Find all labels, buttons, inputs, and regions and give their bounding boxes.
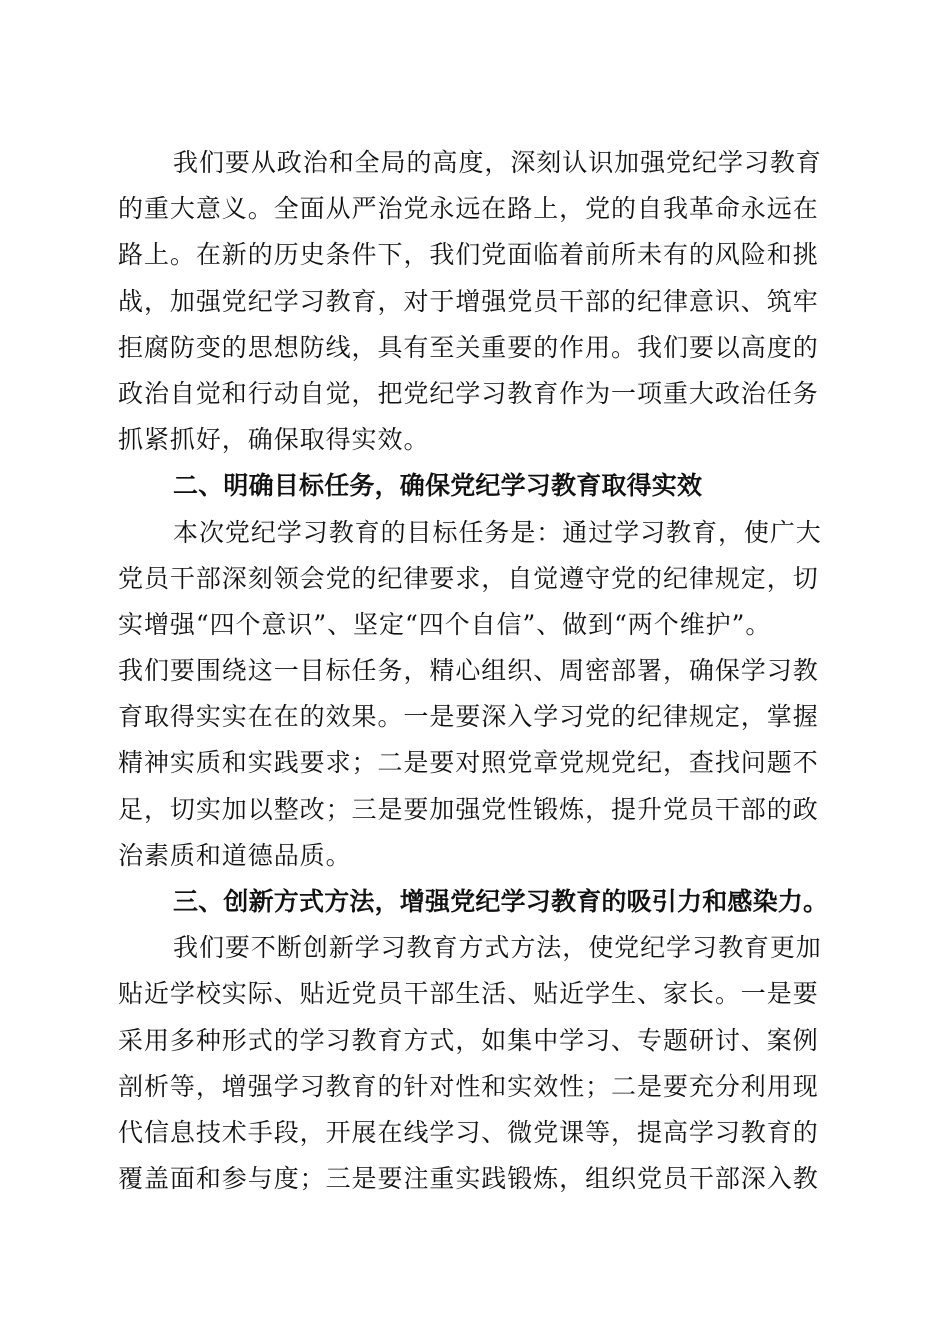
paragraph-1 [118, 140, 826, 463]
text-line: 拒腐防变的思想防线，具有至关重要的作用。我们要以高度的 [118, 332, 819, 362]
text-line: 路上。在新的历史条件下，我们党面临着前所未有的风险和挑 [118, 240, 819, 270]
text-line: 党员干部深刻领会党的纪律要求，自觉遵守党的纪律规定，切 [118, 563, 819, 593]
text-line: 精神实质和实践要求；二是要对照党章党规党纪，查找问题不 [118, 748, 819, 778]
paragraph-3 [118, 925, 826, 1202]
section-heading-2: 二、明确目标任务，确保党纪学习教育取得实效 [173, 471, 703, 501]
paragraph-2 [118, 510, 826, 880]
text-line: 抓紧抓好，确保取得实效。 [118, 425, 430, 455]
text-line: 本次党纪学习教育的目标任务是：通过学习教育，使广大 [173, 517, 822, 547]
document-page [118, 140, 829, 1202]
text-line: 实增强“四个意识”、坚定“四个自信”、做到“两个维护”。 [118, 609, 772, 639]
text-line: 剖析等，增强学习教育的针对性和实效性；二是要充分利用现 [118, 1071, 819, 1101]
text-line: 贴近学校实际、贴近党员干部生活、贴近学生、家长。一是要 [118, 979, 819, 1009]
text-line: 覆盖面和参与度；三是要注重实践锻炼，组织党员干部深入教 [118, 1164, 819, 1194]
section-heading-3: 三、创新方式方法，增强党纪学习教育的吸引力和感染力。 [173, 887, 829, 916]
text-line: 战，加强党纪学习教育，对于增强党员干部的纪律意识、筑牢 [118, 286, 819, 316]
text-line: 我们要从政治和全局的高度，深刻认识加强党纪学习教育 [173, 148, 822, 177]
text-line: 政治自觉和行动自觉，把党纪学习教育作为一项重大政治任务 [118, 378, 819, 408]
text-line: 我们要围绕这一目标任务，精心组织、周密部署，确保学习教 [118, 656, 819, 686]
text-line: 采用多种形式的学习教育方式，如集中学习、专题研讨、案例 [118, 1025, 819, 1055]
text-line: 育取得实实在在的效果。一是要深入学习党的纪律规定，掌握 [118, 702, 819, 732]
text-line: 治素质和道德品质。 [118, 840, 352, 870]
text-line: 的重大意义。全面从严治党永远在路上，党的自我革命永远在 [118, 194, 819, 224]
text-line: 代信息技术手段，开展在线学习、微党课等，提高学习教育的 [118, 1117, 819, 1147]
text-line: 足，切实加以整改；三是要加强党性锻炼，提升党员干部的政 [118, 794, 819, 824]
text-line: 我们要不断创新学习教育方式方法，使党纪学习教育更加 [173, 933, 822, 963]
